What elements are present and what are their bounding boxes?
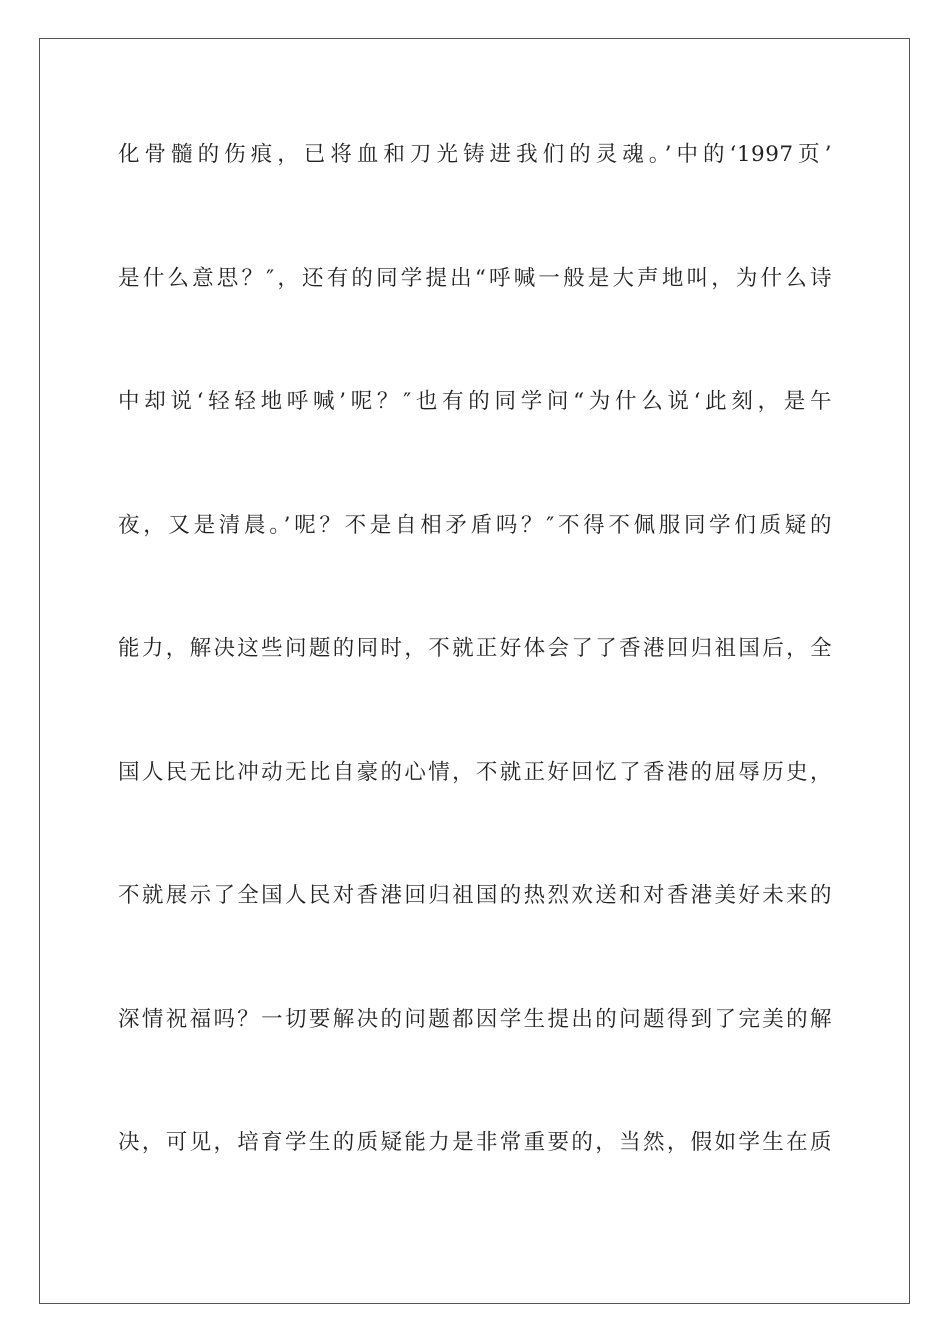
- text-line: 不就展示了全国人民对香港回归祖国的热烈欢送和对香港美好未来的: [118, 883, 832, 908]
- text-line: 决，可见，培育学生的质疑能力是非常重要的，当然，假如学生在质: [118, 1130, 832, 1155]
- text-line: 化骨髓的伤痕，已将血和刀光铸进我们的灵魂。’中的‘1997页’: [118, 142, 832, 167]
- text-line: 国人民无比冲动无比自豪的心情，不就正好回忆了香港的屈辱历史，: [118, 759, 832, 785]
- text-line: 是什么意思？″，还有的同学提出“呼喊一般是大声地叫，为什么诗: [118, 265, 832, 291]
- document-body: [118, 134, 832, 1246]
- text-line: 中却说‘轻轻地呼喊’呢？″也有的同学问“为什么说‘此刻，是午: [118, 389, 832, 414]
- text-line: 能力，解决这些问题的同时，不就正好体会了了香港回归祖国后，全: [118, 636, 832, 661]
- text-line: 夜，又是清晨。’呢？不是自相矛盾吗？″不得不佩服同学们质疑的: [118, 512, 832, 538]
- text-line: 深情祝福吗？一切要解决的问题都因学生提出的问题得到了完美的解: [118, 1006, 832, 1032]
